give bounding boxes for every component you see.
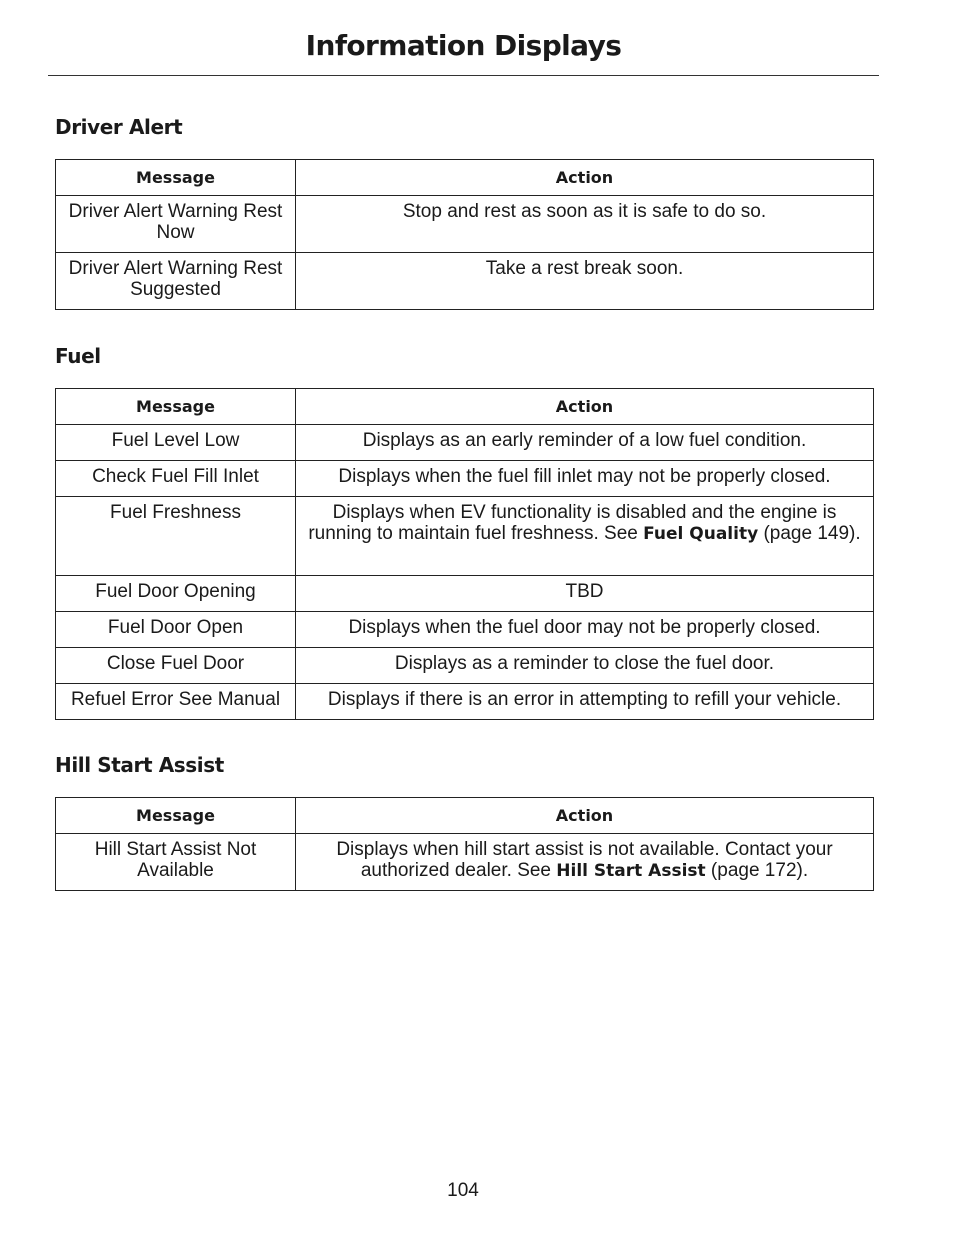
message-cell: Hill Start Assist Not Available (56, 834, 296, 891)
message-cell: Close Fuel Door (56, 648, 296, 684)
action-text: Displays when hill start assist is not available. Contact your authorized dealer. See (336, 839, 833, 881)
message-cell: Driver Alert Warning Rest Suggested (56, 253, 296, 310)
action-cell: Stop and rest as soon as it is safe to do so. (296, 196, 874, 253)
title-divider (48, 75, 879, 76)
message-cell: Refuel Error See Manual (56, 684, 296, 720)
hill-start-assist-table (55, 797, 874, 891)
table-row (56, 612, 874, 648)
table-row (56, 684, 874, 720)
section-heading-hill-start-assist: Hill Start Assist (55, 753, 224, 777)
action-page-reference: (page 149). (758, 523, 861, 544)
action-cell: Take a rest break soon. (296, 253, 874, 310)
cross-reference-hill-start-assist: Hill Start Assist (556, 861, 706, 881)
table-row (56, 425, 874, 461)
column-header-action: Action (296, 798, 874, 834)
action-cell: TBD (296, 576, 874, 612)
message-cell: Fuel Door Open (56, 612, 296, 648)
action-cell (296, 834, 874, 891)
action-cell (296, 497, 874, 576)
action-cell: Displays when the fuel fill inlet may not be properly closed. (296, 461, 874, 497)
action-page-reference: (page 172). (705, 860, 809, 881)
column-header-action: Action (296, 389, 874, 425)
message-cell: Driver Alert Warning Rest Now (56, 196, 296, 253)
message-cell: Check Fuel Fill Inlet (56, 461, 296, 497)
table-row (56, 576, 874, 612)
driver-alert-table (55, 159, 874, 310)
table-header-row (56, 798, 874, 834)
page-number: 104 (447, 1180, 479, 1201)
message-cell: Fuel Freshness (56, 497, 296, 576)
table-header-row (56, 160, 874, 196)
table-header-row (56, 389, 874, 425)
section-heading-fuel: Fuel (55, 344, 101, 368)
table-row (56, 497, 874, 576)
table-row (56, 253, 874, 310)
action-cell: Displays as a reminder to close the fuel door. (296, 648, 874, 684)
message-cell: Fuel Level Low (56, 425, 296, 461)
column-header-message: Message (56, 160, 296, 196)
action-cell: Displays if there is an error in attempting to refill your vehicle. (296, 684, 874, 720)
table-row (56, 461, 874, 497)
cross-reference-fuel-quality: Fuel Quality (643, 524, 759, 544)
page-title: Information Displays (305, 29, 622, 62)
fuel-table (55, 388, 874, 720)
column-header-action: Action (296, 160, 874, 196)
action-cell: Displays when the fuel door may not be properly closed. (296, 612, 874, 648)
section-heading-driver-alert: Driver Alert (55, 115, 183, 139)
action-text: Displays when EV functionality is disabled and the engine is running to maintain fuel freshness. See (308, 502, 837, 544)
table-row (56, 834, 874, 891)
column-header-message: Message (56, 798, 296, 834)
table-row (56, 196, 874, 253)
message-cell: Fuel Door Opening (56, 576, 296, 612)
column-header-message: Message (56, 389, 296, 425)
table-row (56, 648, 874, 684)
action-cell: Displays as an early reminder of a low fuel condition. (296, 425, 874, 461)
